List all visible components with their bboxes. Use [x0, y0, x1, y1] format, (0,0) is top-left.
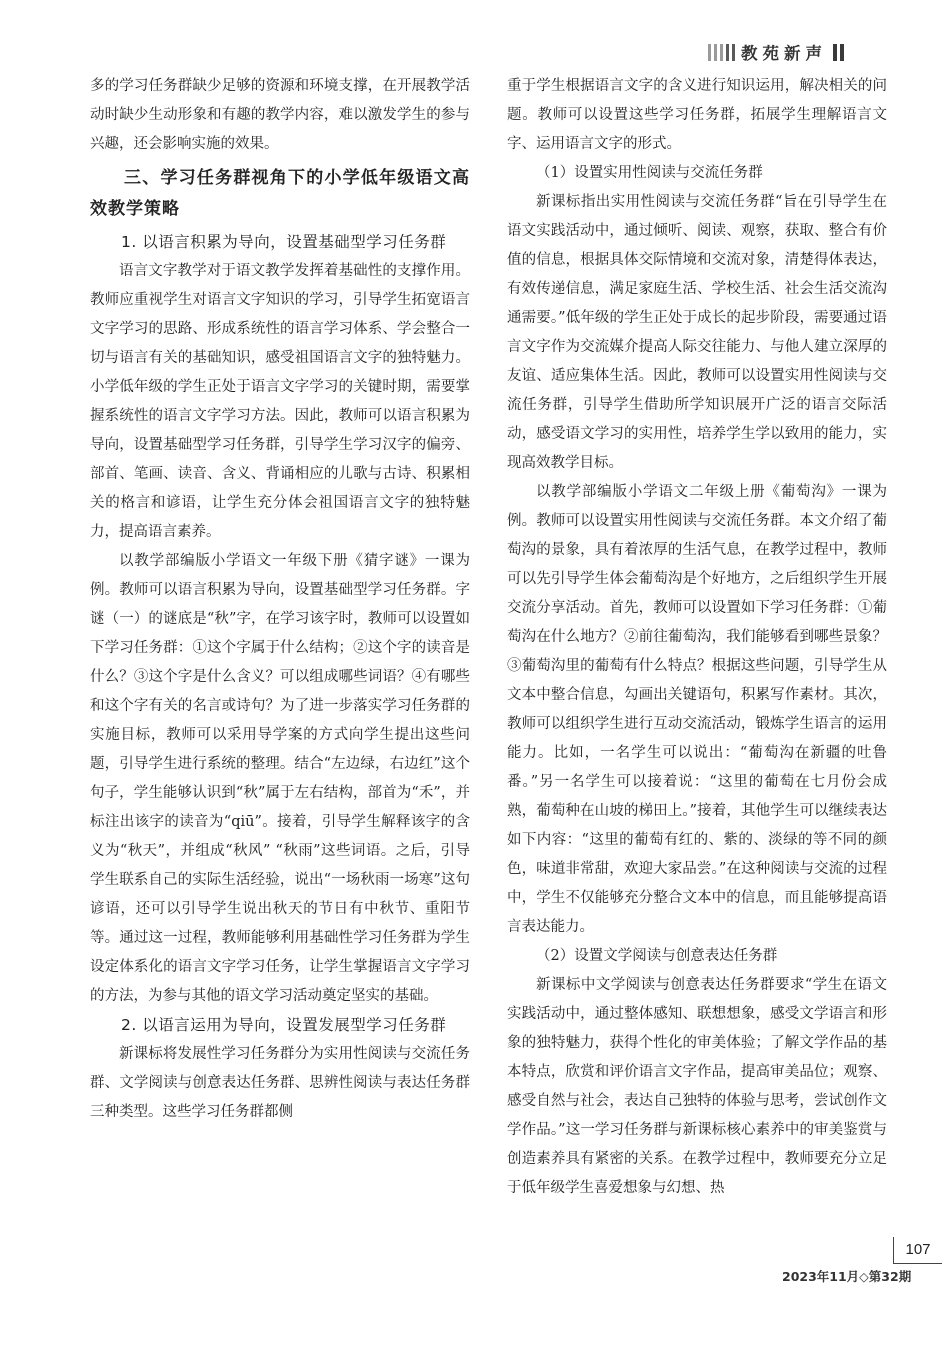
header-bars-end-decoration	[833, 44, 844, 61]
subsection-heading-2: 2. 以语言运用为导向，设置发展型学习任务群	[121, 1016, 447, 1034]
header-bars-decoration	[708, 44, 735, 61]
paragraph: 语言文字教学对于语文教学发挥着基础性的支撑作用。教师应重视学生对语言文字知识的学习，引导学生拓宽语言文字学习的思路、形成系统性的语言学习体系、学会整合一切与语言有关的基础知识，感受祖国语言文字的独特魅力。小学低年级的学生正处于语言文字学习的关键时期，需要掌握系统性的语言文字学习方法。因此，教师可以语言积累为导向，设置基础型学习任务群，引导学生学习汉字的偏旁、部首、笔画、读音、含义、背诵相应的儿歌与古诗、积累相关的格言和谚语，让学生充分体会祖国语言文字的独特魅力，提高语言素养。	[90, 263, 470, 540]
paragraph: 新课标将发展性学习任务群分为实用性阅读与交流任务群、文学阅读与创意表达任务群、思辨性阅读与表达任务群三种类型。这些学习任务群都侧	[90, 1046, 470, 1120]
right-column	[507, 72, 887, 1203]
subsection-heading-1: 1. 以语言积累为导向，设置基础型学习任务群	[121, 233, 447, 251]
paragraph-continued: 重于学生根据语言文字的含义进行知识运用，解决相关的问题。教师可以设置这些学习任务群，拓展学生理解语言文字、运用语言文字的形式。	[507, 78, 887, 152]
paragraph: 以教学部编版小学语文一年级下册《猜字谜》一课为例。教师可以语言积累为导向，设置基础型学习任务群。字谜（一）的谜底是“秋”字，在学习该字时，教师可以设置如下学习任务群：①这个字属于什么结构；②这个字的读音是什么？③这个字是什么含义？可以组成哪些词语？④有哪些和这个字有关的名言或诗句？为了进一步落实学习任务群的实施目标，教师可以采用导学案的方式向学生提出这些问题，引导学生进行系统的整理。结合“左边绿，右边红”这个句子，学生能够认识到“秋”属于左右结构，部首为“禾”，并标注出该字的读音为“qiū”。接着，引导学生解释该字的含义为“秋天”，并组成“秋风” “秋雨”这些词语。之后，引导学生联系自己的实际生活经验，说出“一场秋雨一场寒”这句谚语，还可以引导学生说出秋天的节日有中秋节、重阳节等。通过这一过程，教师能够利用基础性学习任务群为学生设定体系化的语言文字学习任务，让学生掌握语言文字学习的方法，为参与其他的语文学习活动奠定坚实的基础。	[90, 553, 470, 1004]
paragraph: 新课标指出实用性阅读与交流任务群“旨在引导学生在语文实践活动中，通过倾听、阅读、观察，获取、整合有价值的信息，根据具体交际情境和交流对象，清楚得体表达，有效传递信息，满足家庭生活、学校生活、社会生活交流沟通需要。”低年级的学生正处于成长的起步阶段，需要通过语言文字作为交流媒介提高人际交往能力、与他人建立深厚的友谊、适应集体生活。因此，教师可以设置实用性阅读与交流任务群，引导学生借助所学知识展开广泛的语言交际活动，感受语文学习的实用性，培养学生学以致用的能力，实现高效教学目标。	[507, 194, 887, 471]
column-name: 教苑新声	[741, 44, 827, 63]
left-column	[90, 72, 470, 1127]
subsection-heading-b: （2）设置文学阅读与创意表达任务群	[536, 948, 778, 964]
subsection-heading-a: （1）设置实用性阅读与交流任务群	[536, 165, 763, 181]
paragraph: 新课标中文学阅读与创意表达任务群要求“学生在语文实践活动中，通过整体感知、联想想象，感受文学语言和形象的独特魅力，获得个性化的审美体验；了解文学作品的基本特点，欣赏和评价语言文字作品，提高审美品位；观察、感受自然与社会，表达自己独特的体验与思考，尝试创作文学作品。”这一学习任务群与新课标核心素养中的审美鉴赏与创造素养具有紧密的关系。在教学过程中，教师要充分立足于低年级学生喜爱想象与幻想、热	[507, 977, 887, 1196]
issue-info: 2023年11月◇第32期	[782, 1269, 912, 1284]
paragraph: 以教学部编版小学语文二年级上册《葡萄沟》一课为例。教师可以设置实用性阅读与交流任务群。本文介绍了葡萄沟的景象，具有着浓厚的生活气息，在教学过程中，教师可以先引导学生体会葡萄沟是个好地方，之后组织学生开展交流分享活动。首先，教师可以设置如下学习任务群：①葡萄沟在什么地方？②前往葡萄沟，我们能够看到哪些景象？③葡萄沟里的葡萄有什么特点？根据这些问题，引导学生从文本中整合信息，勾画出关键语句，积累写作素材。其次，教师可以组织学生进行互动交流活动，锻炼学生语言的运用能力。比如，一名学生可以说出：“葡萄沟在新疆的吐鲁番。”另一名学生可以接着说：“这里的葡萄在七月份会成熟，葡萄种在山坡的梯田上。”接着，其他学生可以继续表达如下内容：“这里的葡萄有红的、紫的、淡绿的等不同的颜色，味道非常甜，欢迎大家品尝。”在这种阅读与交流的过程中，学生不仅能够充分整合文本中的信息，而且能够提高语言表达能力。	[507, 484, 887, 935]
page-number: 107	[893, 1237, 942, 1264]
section-heading: 三、学习任务群视角下的小学低年级语文高效教学策略	[90, 168, 470, 219]
column-header	[708, 40, 844, 64]
paragraph-continued: 多的学习任务群缺少足够的资源和环境支撑，在开展教学活动时缺少生动形象和有趣的教学内容，难以激发学生的参与兴趣，还会影响实施的效果。	[90, 78, 470, 152]
